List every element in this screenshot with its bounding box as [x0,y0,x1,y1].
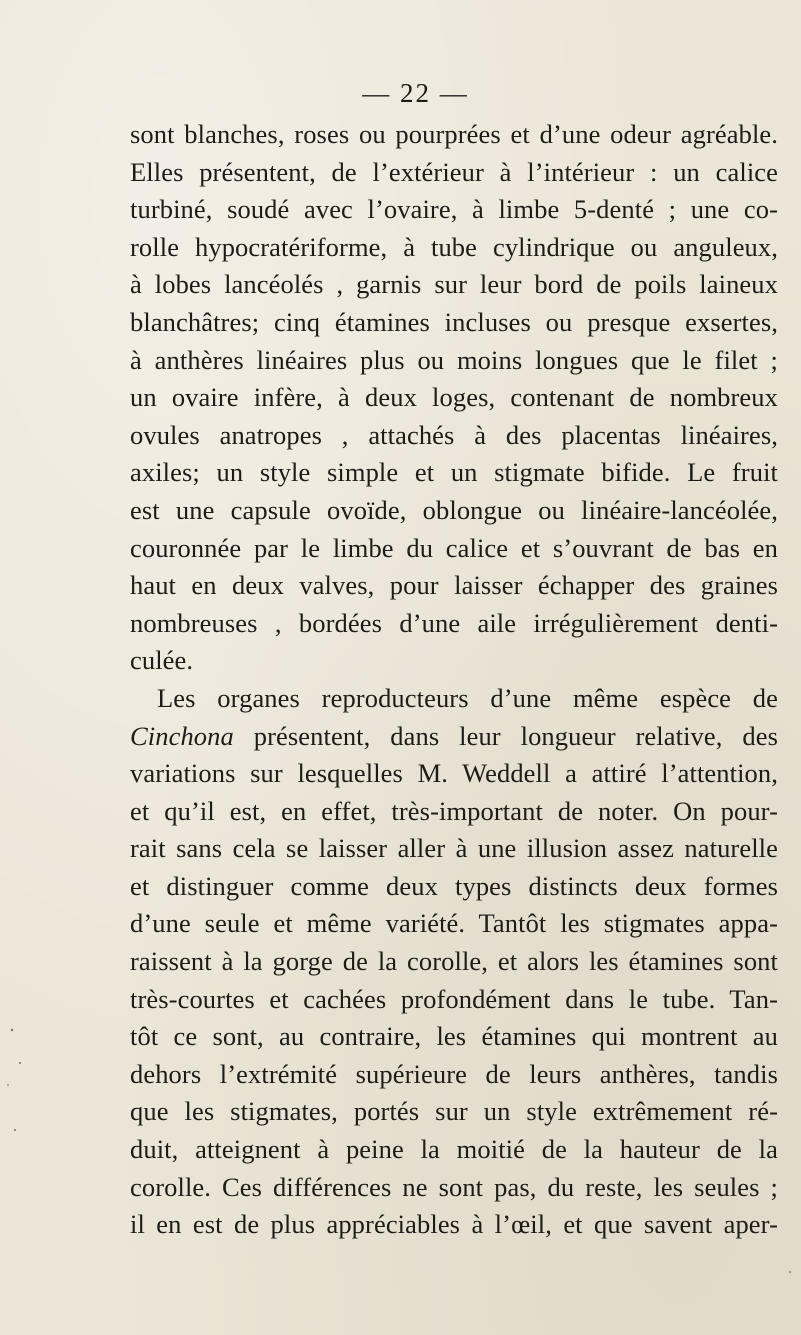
text-line: que les stigmates, portés sur un style extrêmement ré- [130,1096,778,1127]
text-line: culée. [130,645,194,676]
text-line: sont blanches, roses ou pourprées et d’une odeur agréable. [130,119,778,149]
text-line: raissent à la gorge de la corolle, et alors les étamines sont [130,946,778,977]
text-line: et distinguer comme deux types distincts deux formes [130,870,778,901]
text-line: axiles; un style simple et un stigmate bifide. Le fruit [130,457,778,488]
text-line: turbiné, soudé avec l’ovaire, à limbe 5-denté ; une co- [130,194,778,225]
text-line: et qu’il est, en effet, très-important de noter. On pour- [130,795,778,826]
text-line: ovules anatropes , attachés à des placentas linéaires, [130,419,778,450]
text-line: Elles présentent, de l’extérieur à l’intérieur : un calice [130,156,778,187]
text-line: à lobes lancéolés , garnis sur leur bord de poils laineux [130,269,778,300]
text-line: variations sur lesquelles M. Weddell a attiré l’attention, [130,758,778,789]
text-line-with-genus [130,718,778,756]
text-line: dehors l’extrémité supérieure de leurs anthères, tandis [130,1058,778,1089]
body-text [130,116,778,1244]
text-line: il en est de plus appréciables à l’œil, et que savent aper- [130,1209,778,1240]
text-line-rest: présentent, dans leur longueur relative, des [253,720,778,751]
text-line: un ovaire infère, à deux loges, contenant de nombreux [130,382,778,413]
text-line: à anthères linéaires plus ou moins longues que le filet ; [130,344,778,375]
text-line: d’une seule et même variété. Tantôt les stigmates appa- [130,908,778,939]
text-line: nombreuses , bordées d’une aile irrégulièrement denti- [130,607,778,638]
text-line: très-courtes et cachées profondément dans le tube. Tan- [130,983,778,1014]
page-number: — 22 — [362,78,469,108]
genus-name: Cinchona [130,720,234,751]
text-line: blanchâtres; cinq étamines incluses ou presque exsertes, [130,306,778,337]
text-line: duit, atteignent à peine la moitié de la hauteur de la [130,1134,778,1165]
text-line: corolle. Ces différences ne sont pas, du reste, les seules ; [130,1171,778,1202]
text-line: couronnée par le limbe du calice et s’ouvrant de bas en [130,532,778,563]
text-line: rait sans cela se laisser aller à une illusion assez naturelle [130,833,778,864]
text-line: est une capsule ovoïde, oblongue ou linéaire-lancéolée, [130,494,778,525]
text-line: Les organes reproducteurs d’une même espèce de [157,682,778,713]
text-line: haut en deux valves, pour laisser échapper des graines [130,570,778,601]
text-line: tôt ce sont, au contraire, les étamines qui montrent au [130,1021,778,1052]
text-line: rolle hypocratériforme, à tube cylindrique ou anguleux, [130,231,778,262]
